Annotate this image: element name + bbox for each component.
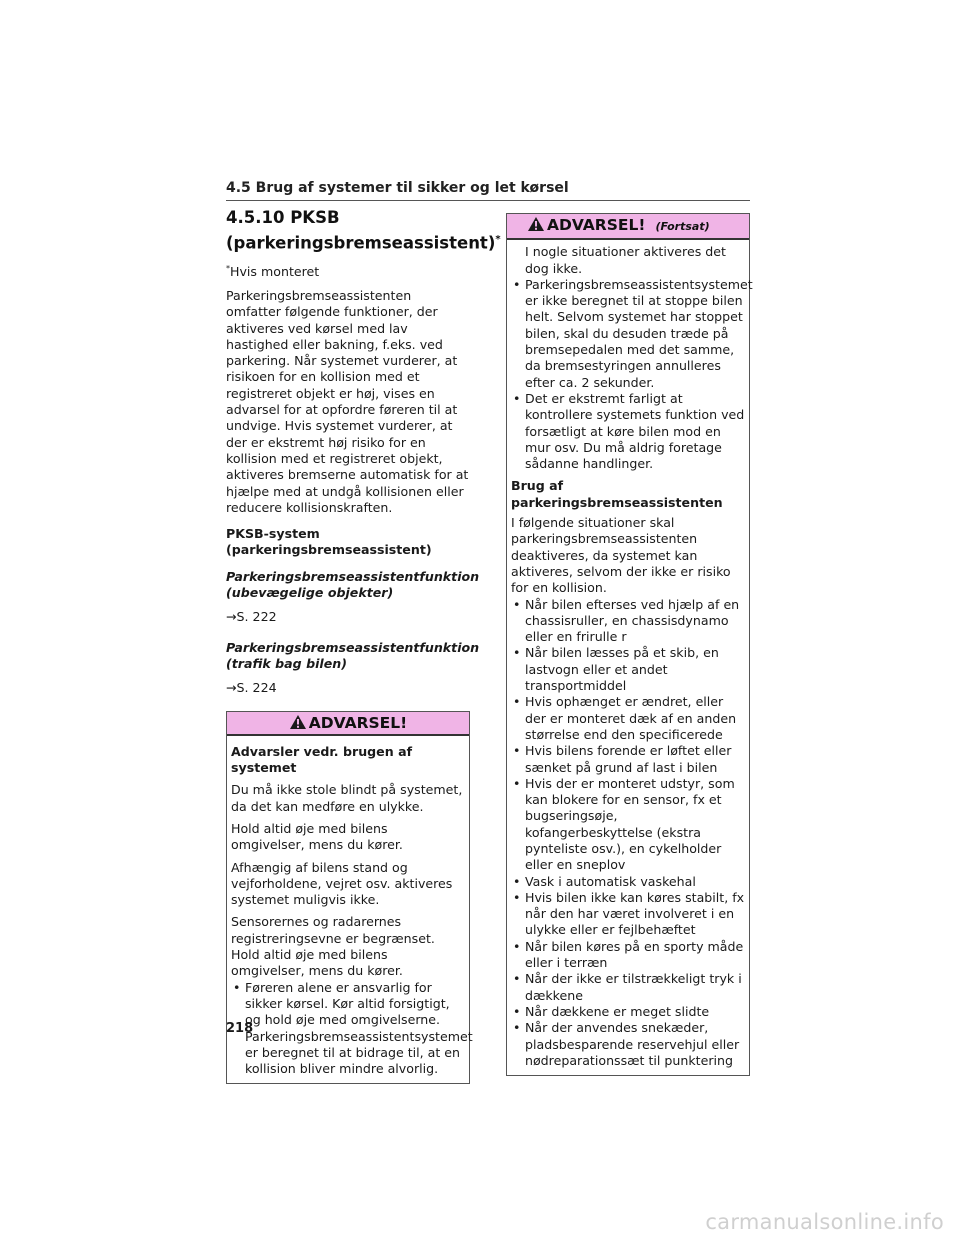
usage-bullet: • Når dækkene er meget slidte <box>511 1004 745 1020</box>
warning-bullet-list <box>511 276 753 473</box>
usage-intro: I følgende situationer skal parkeringsbremseassistenten deaktiveres, da systemet kan aktiveres, selvom der ikke er risiko for en kollision. <box>511 515 731 596</box>
function-2-heading: Parkeringsbremseassistentfunktion (trafik bag bilen) <box>226 639 480 671</box>
warning-body <box>227 736 473 1084</box>
usage-bullet: • Hvis bilens forende er løftet eller sænket på grund af last i bilen <box>511 743 745 776</box>
warning-title: ADVARSEL! <box>308 713 408 732</box>
usage-bullet: • Når bilen køres på en sporty måde eller i terræn <box>511 939 745 972</box>
function-2-page-ref[interactable]: →S. 224 <box>226 680 277 696</box>
warning-bullet: • Det er ekstremt farligt at kontrollere systemets funktion ved forsætligt at køre bilen mod en mur osv. Du må aldrig foretage sådanne handlinger. <box>511 391 745 472</box>
system-heading: PKSB-system (parkeringsbremseassistent) <box>226 526 432 558</box>
page-number: 218 <box>226 1021 254 1036</box>
running-header: 4.5 Brug af systemer til sikker og let kørsel <box>226 180 750 201</box>
continued-label: (Fortsat) <box>655 220 710 233</box>
function-1-heading: Parkeringsbremseassistentfunktion (ubevægelige objekter) <box>226 568 480 601</box>
usage-bullet: • Når bilen efterses ved hjælp af en chassisruller, en chassisdynamo eller en frirulle r <box>511 597 745 646</box>
footnote <box>226 261 470 280</box>
footnote-text: Hvis monteret <box>230 263 320 279</box>
usage-bullet: • Når der ikke er tilstrækkeligt tryk i dækkene <box>511 971 745 1004</box>
warning-bullet: • Parkeringsbremseassistentsystemet er ikke beregnet til at stoppe bilen helt. Selvom systemet har stoppet bilen, skal du desuden træde på bremsepedalen med det samme, da bremsestyringen annulleres efter ca. 2 sekunder. <box>511 277 745 391</box>
warning-bullet-list <box>231 979 473 1078</box>
warning-box <box>226 711 473 1085</box>
left-column <box>226 207 501 1084</box>
usage-bullet-list <box>511 597 745 1070</box>
warning-paragraph: Hold altid øje med bilens omgivelser, mens du kører. <box>231 821 403 853</box>
warning-paragraph: Afhængig af bilens stand og vejforholdene, vejret osv. aktiveres systemet muligvis ikke. <box>231 859 453 908</box>
warning-triangle-icon <box>527 216 545 232</box>
usage-bullet: • Vask i automatisk vaskehal <box>511 874 745 890</box>
warning-bullet: • Føreren alene er ansvarlig for sikker kørsel. Kør altid forsigtigt, og hold øje med omgivelserne. Parkeringsbremseassistentsystemet er beregnet til at bidrage til, at en kollision bliver mindre alvorlig. <box>231 980 465 1078</box>
warning-box-continued <box>506 213 753 1076</box>
usage-bullet: • Hvis bilen ikke kan køres stabilt, fx når den har været involveret i en ulykke eller er fejlbehæftet <box>511 890 745 939</box>
title-footnote-marker: * <box>495 234 501 245</box>
warning-body-continued <box>507 240 753 1075</box>
warning-header <box>227 712 469 736</box>
footnote-marker: * <box>226 263 230 273</box>
right-column <box>506 207 753 1076</box>
warning-paragraph: Sensorernes og radarernes registreringsevne er begrænset. Hold altid øje med bilens omgivelser, mens du kører. <box>231 914 435 979</box>
watermark: carmanualsonline.info <box>705 1210 944 1234</box>
usage-bullet: • Når der anvendes snekæder, pladsbesparende reservehjul eller nødreparationssæt til punktering <box>511 1020 745 1069</box>
section-title <box>226 207 501 255</box>
function-1-page-ref[interactable]: →S. 222 <box>226 609 277 625</box>
usage-bullet: • Når bilen læsses på et skib, en lastvogn eller et andet transportmiddel <box>511 645 745 694</box>
intro-paragraph: Parkeringsbremseassistenten omfatter følgende funktioner, der aktiveres ved kørsel med lav hastighed eller bakning, f.eks. ved parkering. Når systemet vurderer, at risikoen for en kollision med et registreret objekt er høj, vises en advarsel for at opfordre føreren til at undvige. Hvis systemet vurderer, at der er ekstremt høj risiko for en kollision med et registreret objekt, aktiveres bremserne automatisk for at hjælpe med at undgå kollisionen eller reducere kollisionskraften. <box>226 287 469 515</box>
warning-heading: Advarsler vedr. brugen af systemet <box>231 743 413 776</box>
usage-heading: Brug af parkeringsbremseassistenten <box>511 478 723 510</box>
warning-header-continued <box>507 214 749 240</box>
continued-text: I nogle situationer aktiveres det dog ikke. <box>525 244 726 276</box>
warning-paragraph: Du må ikke stole blindt på systemet, da det kan medføre en ulykke. <box>231 782 463 814</box>
section-title-text: 4.5.10 PKSB (parkeringsbremseassistent) <box>226 208 496 253</box>
warning-title: ADVARSEL! <box>547 216 646 234</box>
usage-bullet: • Hvis der er monteret udstyr, som kan blokere for en sensor, fx et bugseringsøje, kofangerbeskyttelse (ekstra pynteliste osv.), en cykelholder eller en sneplov <box>511 776 745 874</box>
usage-bullet: • Hvis ophænget er ændret, eller der er monteret dæk af en anden størrelse end den specificerede <box>511 694 745 743</box>
warning-triangle-icon <box>289 714 307 730</box>
